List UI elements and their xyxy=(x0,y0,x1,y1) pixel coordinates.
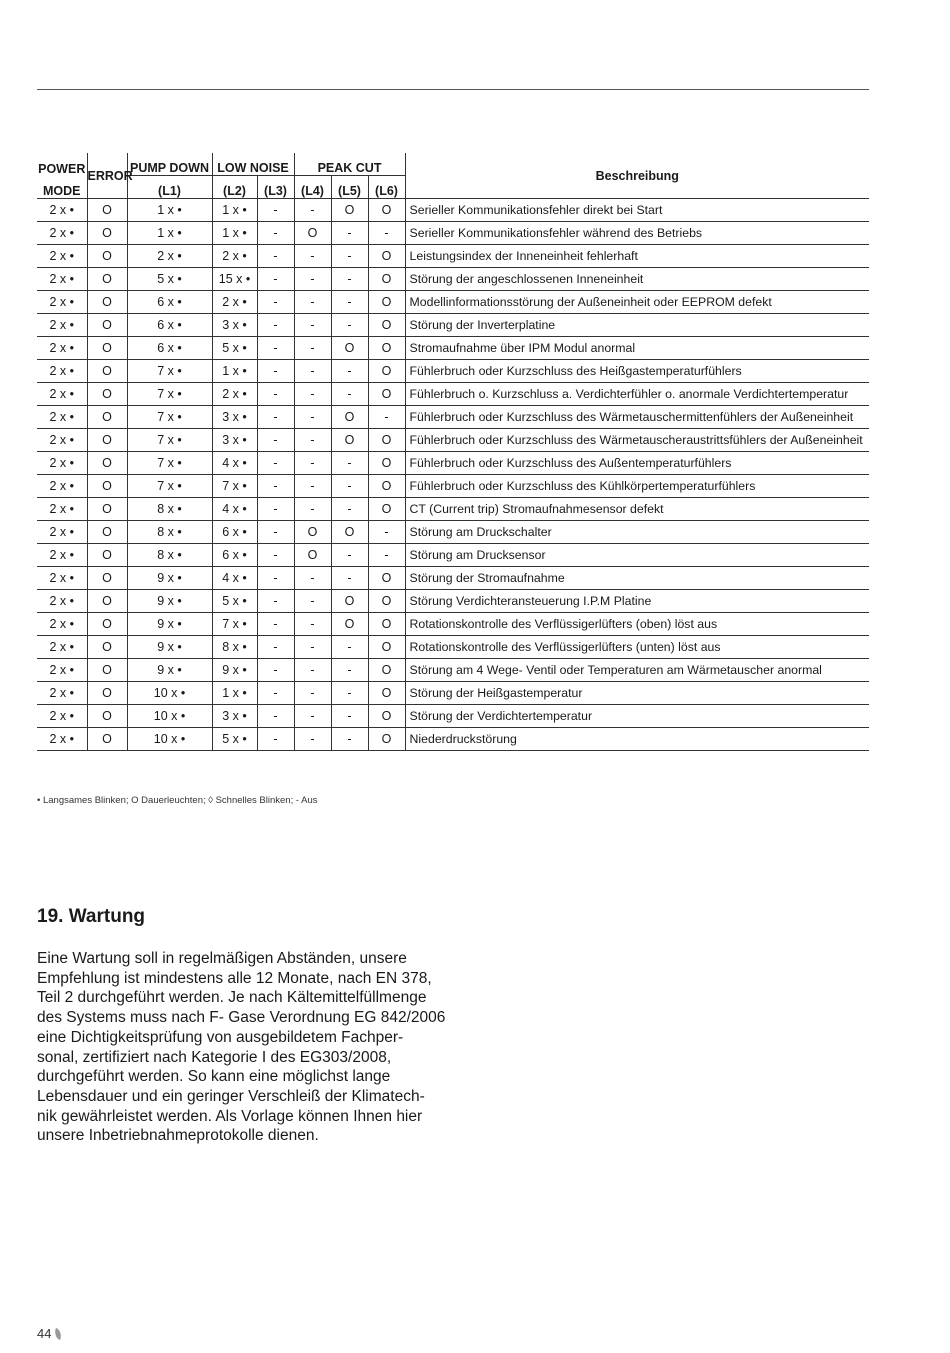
cell-l4: - xyxy=(294,199,331,222)
cell-error: O xyxy=(87,314,127,337)
table-row xyxy=(37,360,869,383)
cell-error: O xyxy=(87,659,127,682)
cell-l5: - xyxy=(331,659,368,682)
cell-l6: O xyxy=(368,567,405,590)
cell-error: O xyxy=(87,682,127,705)
error-code-table xyxy=(37,153,869,751)
cell-l1: 9 x • xyxy=(127,590,212,613)
table-row xyxy=(37,567,869,590)
section-body xyxy=(37,949,457,1146)
cell-description: Störung der Verdichtertemperatur xyxy=(405,705,869,728)
cell-l2: 5 x • xyxy=(212,728,257,751)
cell-l1: 7 x • xyxy=(127,475,212,498)
table-body xyxy=(37,199,869,751)
cell-l2: 6 x • xyxy=(212,521,257,544)
cell-l5: - xyxy=(331,360,368,383)
cell-l6: O xyxy=(368,728,405,751)
cell-l6: O xyxy=(368,199,405,222)
table-row xyxy=(37,199,869,222)
cell-error: O xyxy=(87,199,127,222)
cell-l1: 7 x • xyxy=(127,429,212,452)
header-mode: MODE xyxy=(37,176,87,199)
cell-description: Störung der Heißgastemperatur xyxy=(405,682,869,705)
cell-l3: - xyxy=(257,521,294,544)
table-row xyxy=(37,337,869,360)
cell-power-mode: 2 x • xyxy=(37,291,87,314)
cell-description: Fühlerbruch oder Kurzschluss des Wärmetauschermittenfühlers der Außeneinheit xyxy=(405,406,869,429)
cell-l2: 5 x • xyxy=(212,337,257,360)
cell-l3: - xyxy=(257,498,294,521)
table-row xyxy=(37,682,869,705)
body-line: sonal, zertifiziert nach Kategorie I des EG303/2008, xyxy=(37,1048,392,1066)
header-l1: (L1) xyxy=(127,176,212,199)
cell-l6: - xyxy=(368,406,405,429)
cell-l4: - xyxy=(294,613,331,636)
cell-l2: 15 x • xyxy=(212,268,257,291)
cell-description: Fühlerbruch oder Kurzschluss des Heißgastemperaturfühlers xyxy=(405,360,869,383)
cell-l4: - xyxy=(294,429,331,452)
cell-l4: - xyxy=(294,498,331,521)
cell-l1: 1 x • xyxy=(127,199,212,222)
cell-power-mode: 2 x • xyxy=(37,360,87,383)
cell-power-mode: 2 x • xyxy=(37,567,87,590)
cell-l6: O xyxy=(368,636,405,659)
cell-l2: 4 x • xyxy=(212,567,257,590)
cell-l1: 9 x • xyxy=(127,613,212,636)
table-row xyxy=(37,475,869,498)
cell-error: O xyxy=(87,590,127,613)
cell-error: O xyxy=(87,544,127,567)
cell-description: Niederdruckstörung xyxy=(405,728,869,751)
header-power: POWER xyxy=(38,161,86,176)
cell-error: O xyxy=(87,728,127,751)
cell-l6: O xyxy=(368,682,405,705)
cell-l4: - xyxy=(294,567,331,590)
cell-l6: O xyxy=(368,245,405,268)
body-line: nik gewährleistet werden. Als Vorlage können Ihnen hier xyxy=(37,1107,423,1125)
cell-l6: O xyxy=(368,705,405,728)
legend: • Langsames Blinken; O Dauerleuchten; ◊ Schnelles Blinken; - Aus xyxy=(37,795,318,806)
cell-l5: - xyxy=(331,682,368,705)
cell-l3: - xyxy=(257,268,294,291)
body-line: Lebensdauer und ein geringer Verschleiß der Klimatech- xyxy=(37,1087,425,1105)
cell-l5: - xyxy=(331,544,368,567)
cell-l3: - xyxy=(257,705,294,728)
cell-l2: 8 x • xyxy=(212,636,257,659)
cell-l3: - xyxy=(257,245,294,268)
cell-l5: - xyxy=(331,705,368,728)
cell-power-mode: 2 x • xyxy=(37,222,87,245)
cell-l4: - xyxy=(294,268,331,291)
cell-error: O xyxy=(87,291,127,314)
cell-error: O xyxy=(87,406,127,429)
cell-l4: - xyxy=(294,682,331,705)
cell-l3: - xyxy=(257,383,294,406)
cell-error: O xyxy=(87,613,127,636)
cell-power-mode: 2 x • xyxy=(37,383,87,406)
cell-l6: O xyxy=(368,360,405,383)
cell-l1: 6 x • xyxy=(127,314,212,337)
cell-error: O xyxy=(87,268,127,291)
cell-l6: O xyxy=(368,314,405,337)
cell-error: O xyxy=(87,498,127,521)
cell-l3: - xyxy=(257,222,294,245)
table-row xyxy=(37,291,869,314)
body-line: Eine Wartung soll in regelmäßigen Abständen, unsere xyxy=(37,950,407,967)
cell-l2: 5 x • xyxy=(212,590,257,613)
table-row xyxy=(37,245,869,268)
cell-l3: - xyxy=(257,199,294,222)
cell-power-mode: 2 x • xyxy=(37,429,87,452)
cell-l2: 1 x • xyxy=(212,222,257,245)
cell-l6: O xyxy=(368,291,405,314)
cell-l1: 10 x • xyxy=(127,705,212,728)
cell-l2: 3 x • xyxy=(212,314,257,337)
cell-l6: - xyxy=(368,544,405,567)
table-row xyxy=(37,452,869,475)
cell-l1: 1 x • xyxy=(127,222,212,245)
table-row xyxy=(37,659,869,682)
cell-l2: 4 x • xyxy=(212,452,257,475)
header-l5: (L5) xyxy=(331,176,368,199)
cell-error: O xyxy=(87,705,127,728)
cell-power-mode: 2 x • xyxy=(37,728,87,751)
table-row xyxy=(37,613,869,636)
cell-power-mode: 2 x • xyxy=(37,245,87,268)
cell-l2: 1 x • xyxy=(212,682,257,705)
cell-l4: - xyxy=(294,245,331,268)
cell-l3: - xyxy=(257,314,294,337)
cell-l1: 6 x • xyxy=(127,291,212,314)
cell-l4: - xyxy=(294,659,331,682)
table-row xyxy=(37,429,869,452)
cell-l1: 7 x • xyxy=(127,360,212,383)
cell-power-mode: 2 x • xyxy=(37,682,87,705)
table-row xyxy=(37,406,869,429)
cell-l4: - xyxy=(294,406,331,429)
cell-l2: 7 x • xyxy=(212,613,257,636)
cell-error: O xyxy=(87,383,127,406)
cell-l1: 5 x • xyxy=(127,268,212,291)
cell-description: Fühlerbruch o. Kurzschluss a. Verdichterfühler o. anormale Verdichtertemperatur xyxy=(405,383,869,406)
cell-l3: - xyxy=(257,613,294,636)
cell-l5: O xyxy=(331,521,368,544)
cell-description: Rotationskontrolle des Verflüssigerlüfters (unten) löst aus xyxy=(405,636,869,659)
cell-l6: - xyxy=(368,521,405,544)
cell-l6: O xyxy=(368,659,405,682)
cell-l4: - xyxy=(294,728,331,751)
cell-l4: - xyxy=(294,452,331,475)
cell-l1: 9 x • xyxy=(127,636,212,659)
cell-l2: 6 x • xyxy=(212,544,257,567)
cell-l1: 10 x • xyxy=(127,682,212,705)
cell-l5: O xyxy=(331,429,368,452)
cell-l2: 7 x • xyxy=(212,475,257,498)
cell-description: Fühlerbruch oder Kurzschluss des Kühlkörpertemperaturfühlers xyxy=(405,475,869,498)
cell-l2: 3 x • xyxy=(212,429,257,452)
table-row xyxy=(37,636,869,659)
cell-l3: - xyxy=(257,567,294,590)
table-row xyxy=(37,222,869,245)
cell-l1: 7 x • xyxy=(127,452,212,475)
cell-l2: 2 x • xyxy=(212,291,257,314)
cell-power-mode: 2 x • xyxy=(37,659,87,682)
cell-l4: O xyxy=(294,521,331,544)
cell-power-mode: 2 x • xyxy=(37,475,87,498)
table-row xyxy=(37,728,869,751)
cell-power-mode: 2 x • xyxy=(37,613,87,636)
cell-l6: O xyxy=(368,429,405,452)
cell-l5: O xyxy=(331,199,368,222)
cell-error: O xyxy=(87,429,127,452)
cell-error: O xyxy=(87,452,127,475)
cell-l3: - xyxy=(257,429,294,452)
cell-l2: 1 x • xyxy=(212,360,257,383)
cell-l6: O xyxy=(368,268,405,291)
cell-l1: 9 x • xyxy=(127,659,212,682)
cell-l1: 9 x • xyxy=(127,567,212,590)
cell-power-mode: 2 x • xyxy=(37,406,87,429)
cell-description: Serieller Kommunikationsfehler während des Betriebs xyxy=(405,222,869,245)
cell-l4: - xyxy=(294,360,331,383)
cell-l3: - xyxy=(257,728,294,751)
cell-description: Stromaufnahme über IPM Modul anormal xyxy=(405,337,869,360)
cell-l1: 10 x • xyxy=(127,728,212,751)
cell-description: CT (Current trip) Stromaufnahmesensor defekt xyxy=(405,498,869,521)
cell-l1: 7 x • xyxy=(127,383,212,406)
cell-l5: - xyxy=(331,475,368,498)
cell-description: Störung am 4 Wege- Ventil oder Temperaturen am Wärmetauscher anormal xyxy=(405,659,869,682)
cell-power-mode: 2 x • xyxy=(37,314,87,337)
cell-l5: - xyxy=(331,222,368,245)
cell-l1: 8 x • xyxy=(127,521,212,544)
cell-error: O xyxy=(87,337,127,360)
cell-l4: O xyxy=(294,544,331,567)
cell-l2: 2 x • xyxy=(212,245,257,268)
cell-l1: 8 x • xyxy=(127,498,212,521)
header-pump-down: PUMP DOWN xyxy=(127,153,212,176)
cell-l5: O xyxy=(331,337,368,360)
cell-l5: - xyxy=(331,245,368,268)
section-title: 19. Wartung xyxy=(37,906,146,927)
cell-description: Störung Verdichteransteuerung I.P.M Platine xyxy=(405,590,869,613)
cell-power-mode: 2 x • xyxy=(37,521,87,544)
cell-l5: - xyxy=(331,728,368,751)
table-row xyxy=(37,498,869,521)
header-description: Beschreibung xyxy=(405,153,869,199)
cell-l3: - xyxy=(257,406,294,429)
body-line: durchgeführt werden. So kann eine möglichst lange xyxy=(37,1068,391,1086)
cell-error: O xyxy=(87,360,127,383)
header-low-noise: LOW NOISE xyxy=(212,153,294,176)
cell-power-mode: 2 x • xyxy=(37,337,87,360)
cell-l6: O xyxy=(368,590,405,613)
cell-l1: 8 x • xyxy=(127,544,212,567)
cell-l5: O xyxy=(331,406,368,429)
cell-error: O xyxy=(87,636,127,659)
cell-power-mode: 2 x • xyxy=(37,590,87,613)
cell-l5: - xyxy=(331,498,368,521)
cell-l6: O xyxy=(368,498,405,521)
cell-l1: 6 x • xyxy=(127,337,212,360)
cell-l2: 3 x • xyxy=(212,406,257,429)
cell-l5: - xyxy=(331,268,368,291)
cell-l5: - xyxy=(331,314,368,337)
table-header xyxy=(37,153,869,199)
header-l4: (L4) xyxy=(294,176,331,199)
cell-description: Modellinformationsstörung der Außeneinheit oder EEPROM defekt xyxy=(405,291,869,314)
cell-error: O xyxy=(87,245,127,268)
table-row xyxy=(37,544,869,567)
cell-description: Störung der angeschlossenen Inneneinheit xyxy=(405,268,869,291)
cell-l3: - xyxy=(257,452,294,475)
cell-l3: - xyxy=(257,337,294,360)
cell-l1: 7 x • xyxy=(127,406,212,429)
cell-l5: - xyxy=(331,636,368,659)
cell-l3: - xyxy=(257,544,294,567)
cell-l6: O xyxy=(368,475,405,498)
header-peak-cut: PEAK CUT xyxy=(294,153,405,176)
header-l6: (L6) xyxy=(368,176,405,199)
leaf-icon xyxy=(53,1327,64,1339)
cell-description: Störung am Druckschalter xyxy=(405,521,869,544)
cell-power-mode: 2 x • xyxy=(37,544,87,567)
cell-l2: 1 x • xyxy=(212,199,257,222)
top-rule xyxy=(37,89,869,90)
cell-l4: O xyxy=(294,222,331,245)
cell-power-mode: 2 x • xyxy=(37,452,87,475)
cell-l6: O xyxy=(368,337,405,360)
cell-l5: O xyxy=(331,590,368,613)
cell-l3: - xyxy=(257,291,294,314)
cell-l2: 9 x • xyxy=(212,659,257,682)
cell-description: Serieller Kommunikationsfehler direkt bei Start xyxy=(405,199,869,222)
cell-l2: 4 x • xyxy=(212,498,257,521)
cell-l2: 2 x • xyxy=(212,383,257,406)
cell-power-mode: 2 x • xyxy=(37,498,87,521)
table-row xyxy=(37,590,869,613)
cell-l4: - xyxy=(294,291,331,314)
cell-l4: - xyxy=(294,705,331,728)
cell-l5: - xyxy=(331,383,368,406)
cell-l3: - xyxy=(257,659,294,682)
cell-error: O xyxy=(87,521,127,544)
cell-error: O xyxy=(87,475,127,498)
header-error: ERROR xyxy=(87,153,127,199)
body-line: unsere Inbetriebnahmeprotokolle dienen. xyxy=(37,1127,319,1145)
table-row xyxy=(37,705,869,728)
cell-l6: - xyxy=(368,222,405,245)
cell-l1: 2 x • xyxy=(127,245,212,268)
cell-l4: - xyxy=(294,383,331,406)
cell-description: Fühlerbruch oder Kurzschluss des Außentemperaturfühlers xyxy=(405,452,869,475)
header-l2: (L2) xyxy=(212,176,257,199)
cell-l5: - xyxy=(331,291,368,314)
cell-l3: - xyxy=(257,682,294,705)
cell-l2: 3 x • xyxy=(212,705,257,728)
cell-l4: - xyxy=(294,590,331,613)
cell-description: Störung am Drucksensor xyxy=(405,544,869,567)
body-line: Empfehlung ist mindestens alle 12 Monate, nach EN 378, xyxy=(37,969,432,987)
cell-l5: O xyxy=(331,613,368,636)
cell-power-mode: 2 x • xyxy=(37,268,87,291)
cell-error: O xyxy=(87,567,127,590)
cell-description: Leistungsindex der Inneneinheit fehlerhaft xyxy=(405,245,869,268)
table-row xyxy=(37,521,869,544)
cell-l5: - xyxy=(331,567,368,590)
cell-l3: - xyxy=(257,475,294,498)
cell-l6: O xyxy=(368,613,405,636)
cell-l4: - xyxy=(294,314,331,337)
cell-l4: - xyxy=(294,475,331,498)
table-row xyxy=(37,314,869,337)
header-l3: (L3) xyxy=(257,176,294,199)
cell-power-mode: 2 x • xyxy=(37,199,87,222)
cell-l3: - xyxy=(257,590,294,613)
cell-description: Störung der Inverterplatine xyxy=(405,314,869,337)
cell-l4: - xyxy=(294,337,331,360)
cell-power-mode: 2 x • xyxy=(37,705,87,728)
cell-l6: O xyxy=(368,383,405,406)
page-footer xyxy=(37,1326,62,1341)
page-number: 44 xyxy=(37,1326,52,1341)
cell-l3: - xyxy=(257,636,294,659)
body-line: eine Dichtigkeitsprüfung von ausgebildetem Fachper- xyxy=(37,1028,404,1046)
cell-l4: - xyxy=(294,636,331,659)
cell-l3: - xyxy=(257,360,294,383)
table-row xyxy=(37,268,869,291)
body-line: des Systems muss nach F- Gase Verordnung EG 842/2006 xyxy=(37,1009,446,1027)
cell-l5: - xyxy=(331,452,368,475)
cell-description: Fühlerbruch oder Kurzschluss des Wärmetauscheraustrittsfühlers der Außeneinheit xyxy=(405,429,869,452)
cell-error: O xyxy=(87,222,127,245)
cell-description: Rotationskontrolle des Verflüssigerlüfters (oben) löst aus xyxy=(405,613,869,636)
table-row xyxy=(37,383,869,406)
body-line: Teil 2 durchgeführt werden. Je nach Kältemittelfüllmenge xyxy=(37,989,427,1007)
cell-power-mode: 2 x • xyxy=(37,636,87,659)
cell-description: Störung der Stromaufnahme xyxy=(405,567,869,590)
cell-l6: O xyxy=(368,452,405,475)
